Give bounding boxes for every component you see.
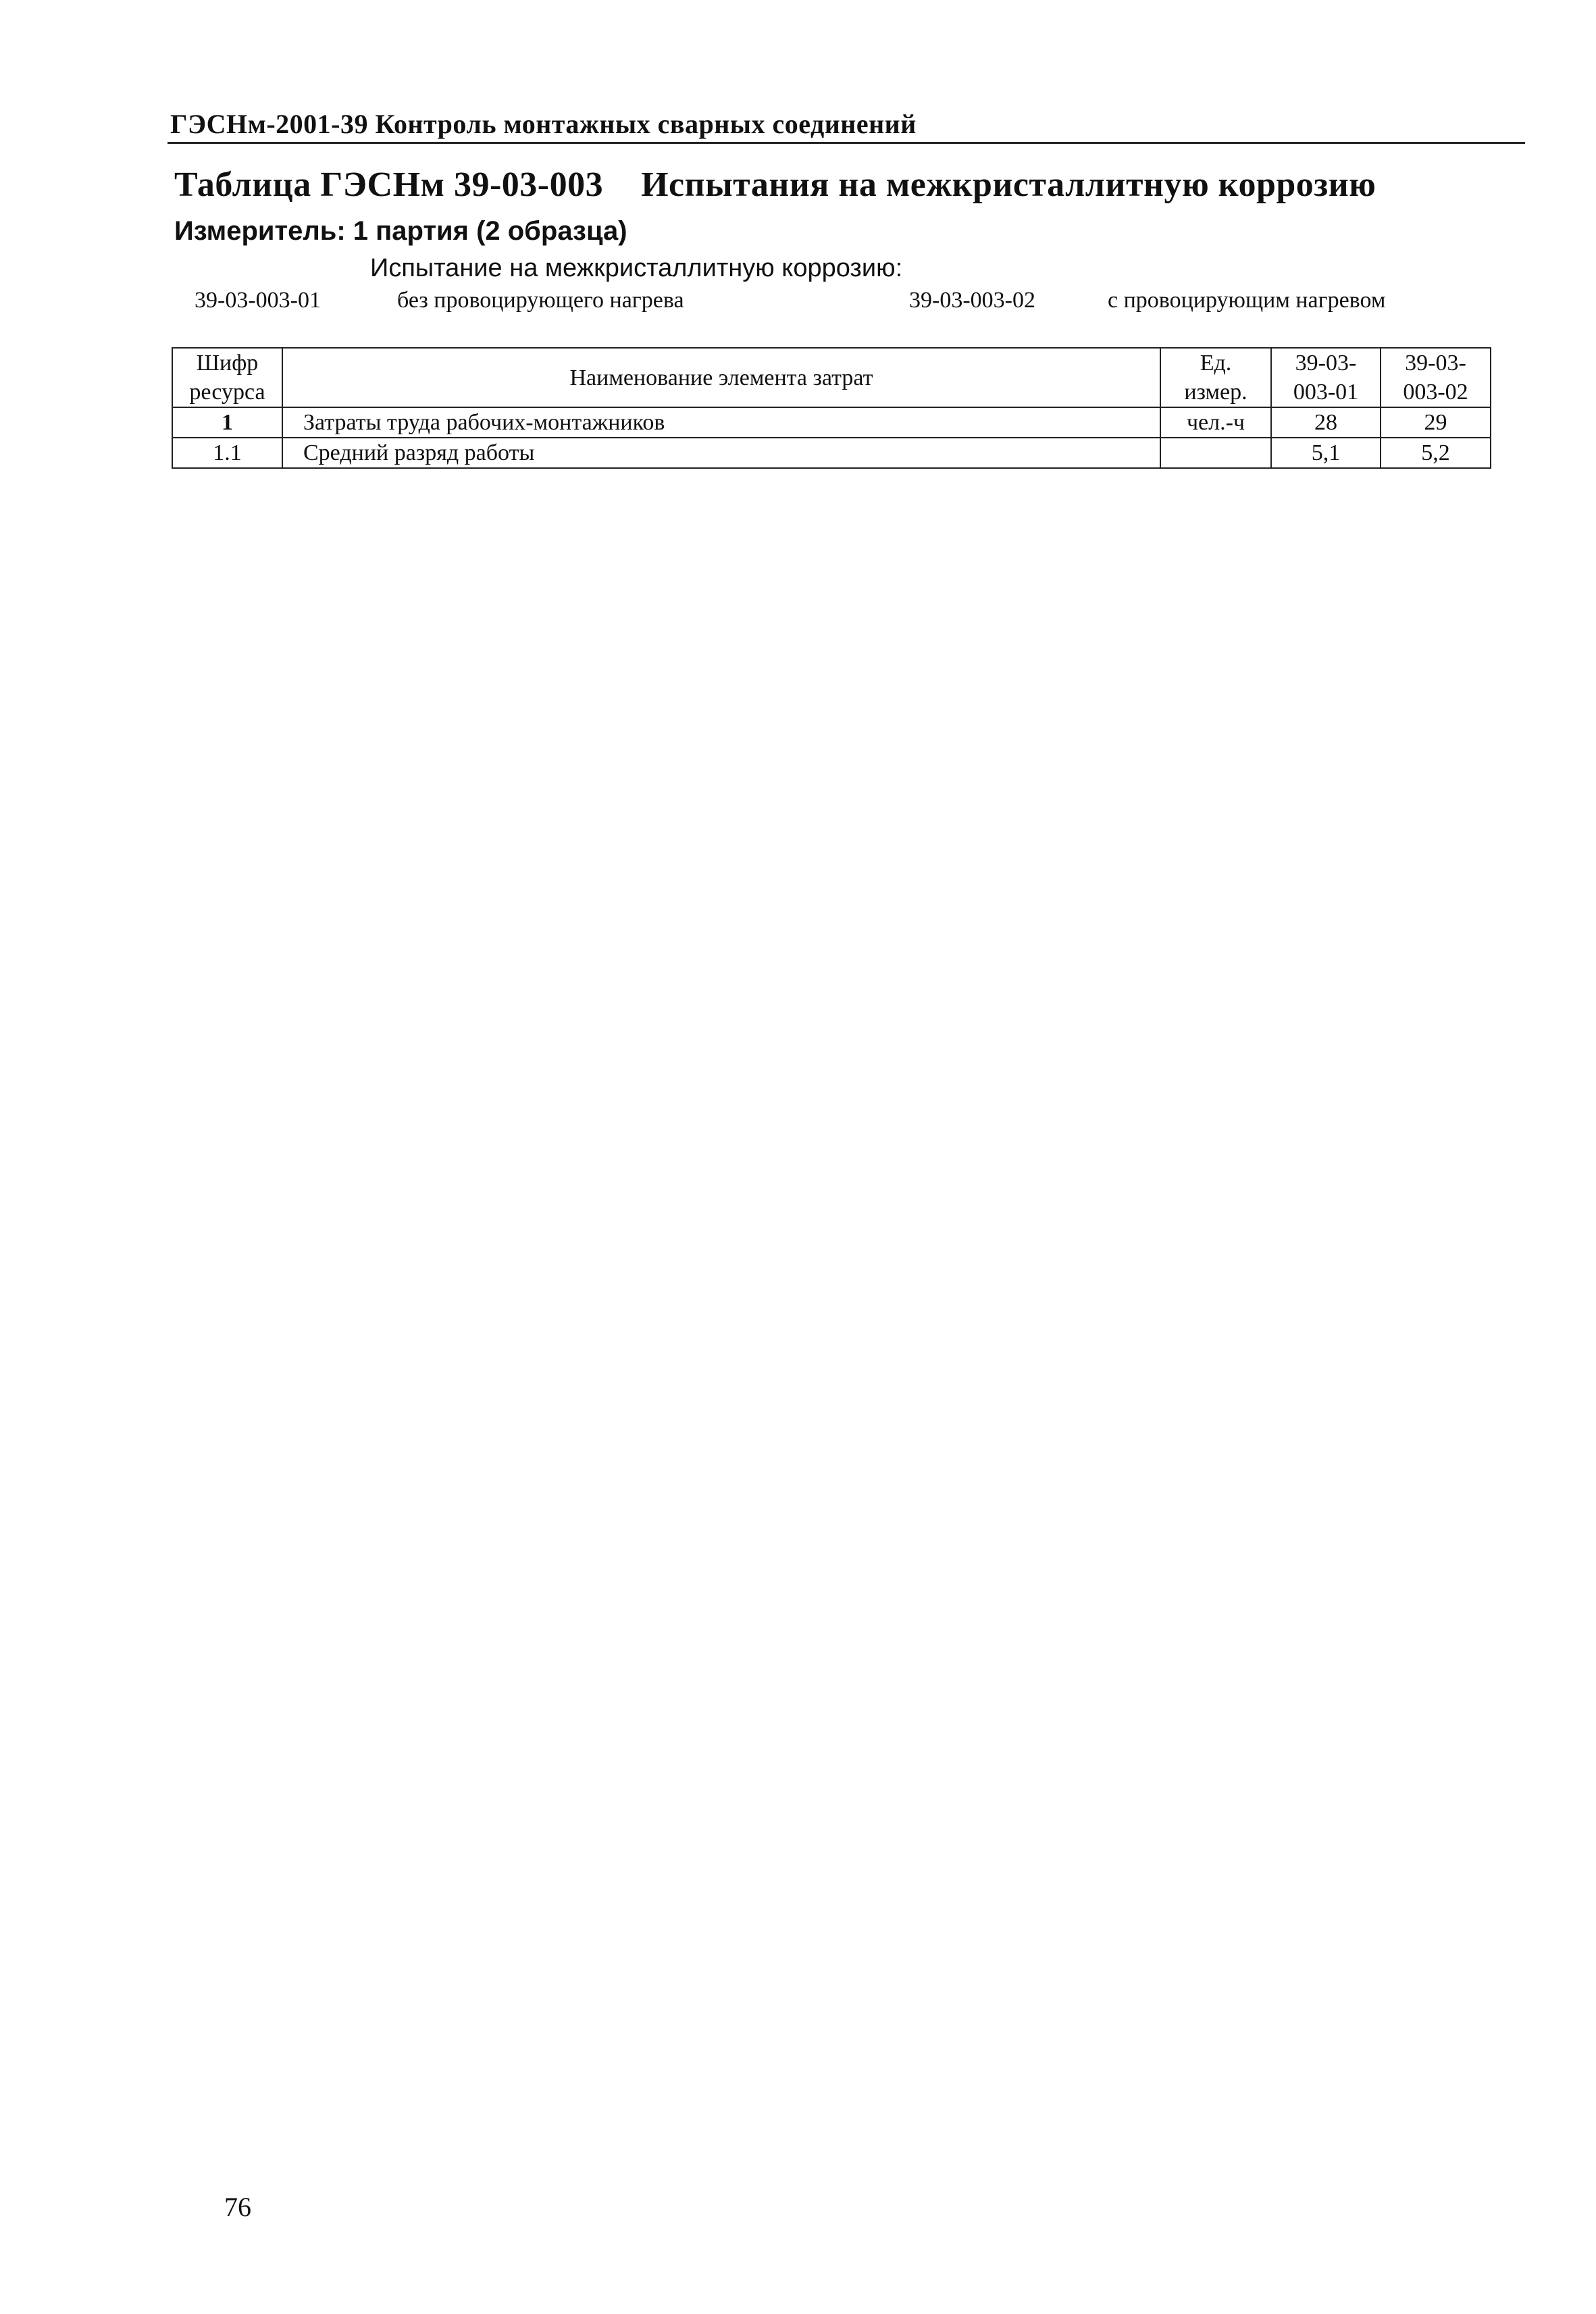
resource-table [172,347,1491,469]
table-title-code: Таблица ГЭСНм 39-03-003 [174,165,604,204]
variant-2-code: 39-03-003-02 [909,288,1035,313]
header-resource-code [172,348,282,407]
page-number: 76 [224,2192,251,2222]
row-unit [1160,438,1271,468]
row-cost-element-name: Затраты труда рабочих-монтажников [282,407,1160,438]
table-header-row [172,348,1491,407]
variant-1-code: 39-03-003-01 [195,288,321,313]
header-variant-2 [1381,348,1491,407]
measure-unit: Измеритель: 1 партия (2 образца) [174,216,627,246]
row-unit: чел.-ч [1160,407,1271,438]
header-resource-code-line1: Шифр [196,351,259,376]
header-unit-line2: измер. [1184,380,1247,405]
row-cost-element-name: Средний разряд работы [282,438,1160,468]
header-variant-2-line1: 39-03- [1405,351,1466,376]
row-value-variant-2: 29 [1381,407,1491,438]
header-resource-code-line2: ресурса [189,380,265,405]
header-variant-1 [1271,348,1381,407]
test-heading: Испытание на межкристаллитную коррозию: [370,254,903,282]
header-variant-1-line1: 39-03- [1295,351,1357,376]
variant-2-description: с провоцирующим нагревом [1108,288,1386,313]
table-title-name: Испытания на межкристаллитную коррозию [641,165,1376,204]
row-value-variant-1: 5,1 [1271,438,1381,468]
header-variant-1-line2: 003-01 [1293,380,1359,405]
variant-1-description: без провоцирующего нагрева [397,288,684,313]
row-value-variant-1: 28 [1271,407,1381,438]
header-variant-2-line2: 003-02 [1403,380,1468,405]
header-cost-element-name: Наименование элемента затрат [282,348,1160,407]
table-row [172,407,1491,438]
row-resource-code: 1.1 [172,438,282,468]
row-value-variant-2: 5,2 [1381,438,1491,468]
header-unit-line1: Ед. [1200,351,1232,376]
table-row [172,438,1491,468]
running-header [168,108,1525,144]
header-unit [1160,348,1271,407]
running-title: ГЭСНм-2001-39 Контроль монтажных сварных соединений [170,109,917,139]
table-title [174,165,1376,205]
row-resource-code: 1 [172,407,282,438]
